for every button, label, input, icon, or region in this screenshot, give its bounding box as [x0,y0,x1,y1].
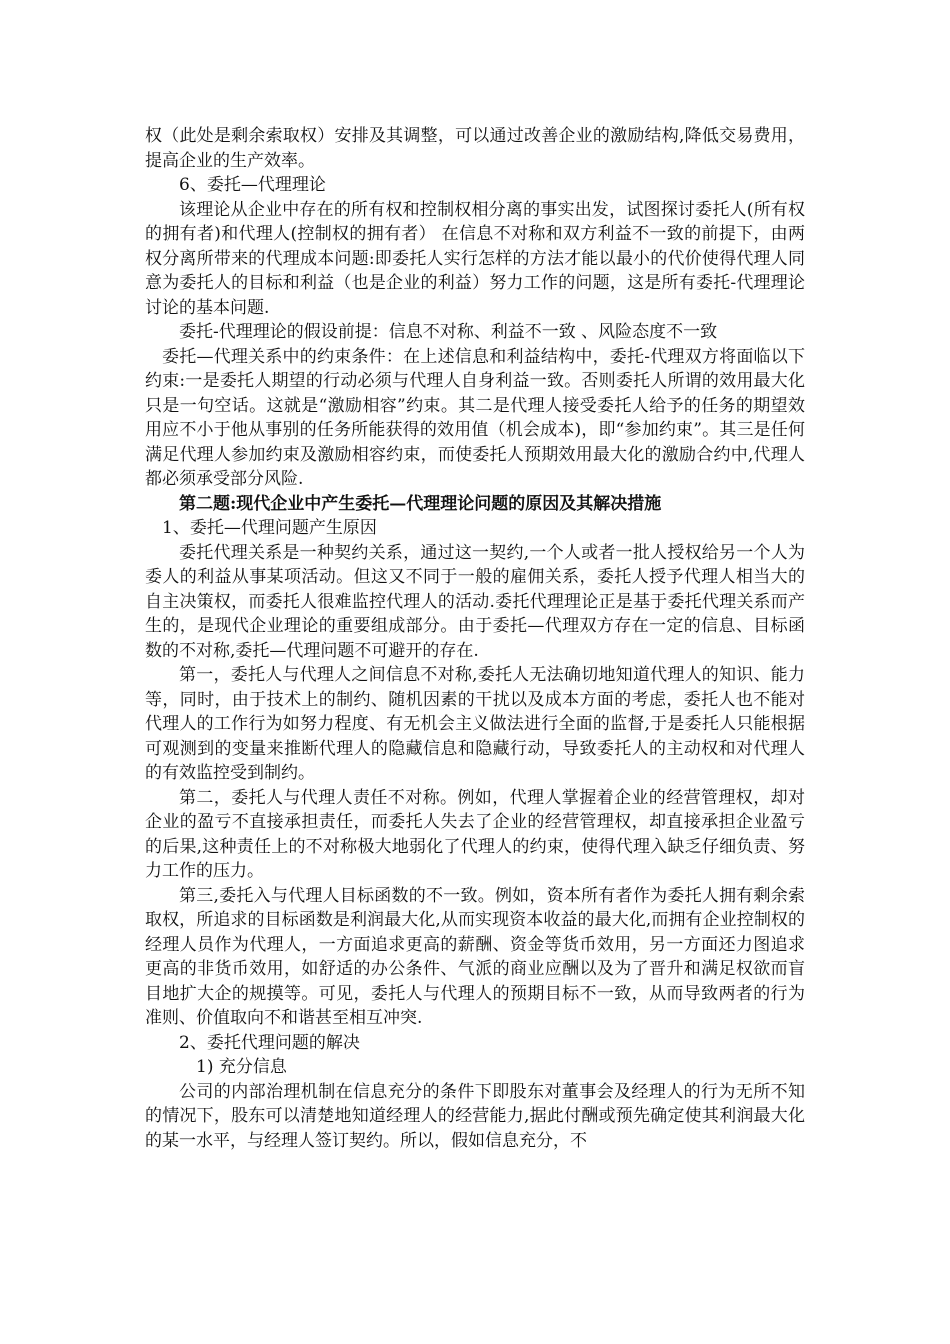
paragraph-assumptions: 委托-代理理论的假设前提：信息不对称、利益不一致 、风险态度不一致 [179,322,718,342]
paragraph-third-reason: 第三,委托入与代理人目标函数的不一致。例如，资本所有者作为委托人拥有剩余索取权，所追求的目标函数是利润最大化,从而实现资本收益的最大化,而拥有企业控制权的经理人员作为代理人，一方面追求更高的薪酬、资金等货币效用，另一方面还力图追求更高的非货币效用，如舒适的办公条件、气派的商业应酬以及为了晋升和满足权欲而盲目地扩大企的规摸等。可见，委托人与代理人的预期目标不一致，从而导致两者的行为准则、价值取向不和谐甚至相互冲突. [145,885,805,1028]
item-heading-full-information: 1) 充分信息 [196,1057,287,1077]
document-page [145,124,805,1153]
question-two-heading: 第二题:现代企业中产生委托—代理理论问题的原因及其解决措施 [179,493,662,514]
paragraph-theory-intro: 该理论从企业中存在的所有权和控制权相分离的事实出发，试图探讨委托人(所有权的拥有者)和代理人(控制权的拥有者） 在信息不对称和双方利益不一致的前提下，由两权分离所带来的代理成本问题:即委托人实行怎样的方法才能以最小的代价使得代理人同意为委托人的目标和利益（也是企业的利益）努力工作的问题，这是所有委托-代理理论讨论的基本问题. [145,199,805,318]
subsection-heading-2: 2、委托代理问题的解决 [179,1032,360,1053]
paragraph-continuation: 权（此处是剩余索取权）安排及其调整，可以通过改善企业的激励结构,降低交易费用，提高企业的生产效率。 [145,126,805,171]
subsection-heading-1: 1、委托—代理问题产生原因 [162,518,377,538]
paragraph-first-reason: 第一，委托人与代理人之间信息不对称,委托人无法确切地知道代理人的知识、能力等，同时，由于技术上的制约、随机因素的干扰以及成本方面的考虑，委托人也不能对代理人的工作行为如努力程度、有无机会主义做法进行全面的监督,于是委托人只能根据可观测到的变量来推断代理人的隐藏信息和隐藏行动，导致委托人的主动权和对代理人的有效监控受到制约。 [145,665,805,783]
paragraph-full-information: 公司的内部治理机制在信息充分的条件下即股东对董事会及经理人的行为无所不知的情况下，股东可以清楚地知道经理人的经营能力,据此付酬或预先确定使其利润最大化的某一水平，与经理人签订契约。所以，假如信息充分，不 [145,1081,805,1151]
paragraph-constraints: 委托—代理关系中的约束条件：在上述信息和利益结构中，委托-代理双方将面临以下约束:一是委托人期望的行动必须与代理人自身利益一致。否则委托人所谓的效用最大化只是一句空话。这就是“激励相容”约束。其二是代理人接受委托人给予的任务的期望效用应不小于他从事别的任务所能获得的效用值（机会成本)，即“参加约束”。其三是任何满足代理人参加约束及激励相容约束，而使委托人预期效用最大化的激励合约中,代理人都必须承受部分风险. [145,346,805,489]
paragraph-agency-relationship: 委托代理关系是一种契约关系，通过这一契约,一个人或者一批人授权给另一个人为委人的利益从事某项活动。但这又不同于一般的雇佣关系，委托人授予代理人相当大的自主决策权，而委托人很难监控代理人的活动.委托代理理论正是基于委托代理关系而产生的，是现代企业理论的重要组成部分。由于委托—代理双方存在一定的信息、目标函数的不对称,委托—代理问题不可避开的存在. [145,542,805,661]
paragraph-second-reason: 第二，委托人与代理人责任不对称。例如，代理人掌握着企业的经营管理权，却对企业的盈亏不直接承担责任，而委托人失去了企业的经营管理权，却直接承担企业盈亏的后果,这种责任上的不对称极大地弱化了代理人的约束，使得代理入缺乏仔细负责、努力工作的压力。 [145,787,805,881]
section-heading-6: 6、委托—代理理论 [179,175,326,195]
